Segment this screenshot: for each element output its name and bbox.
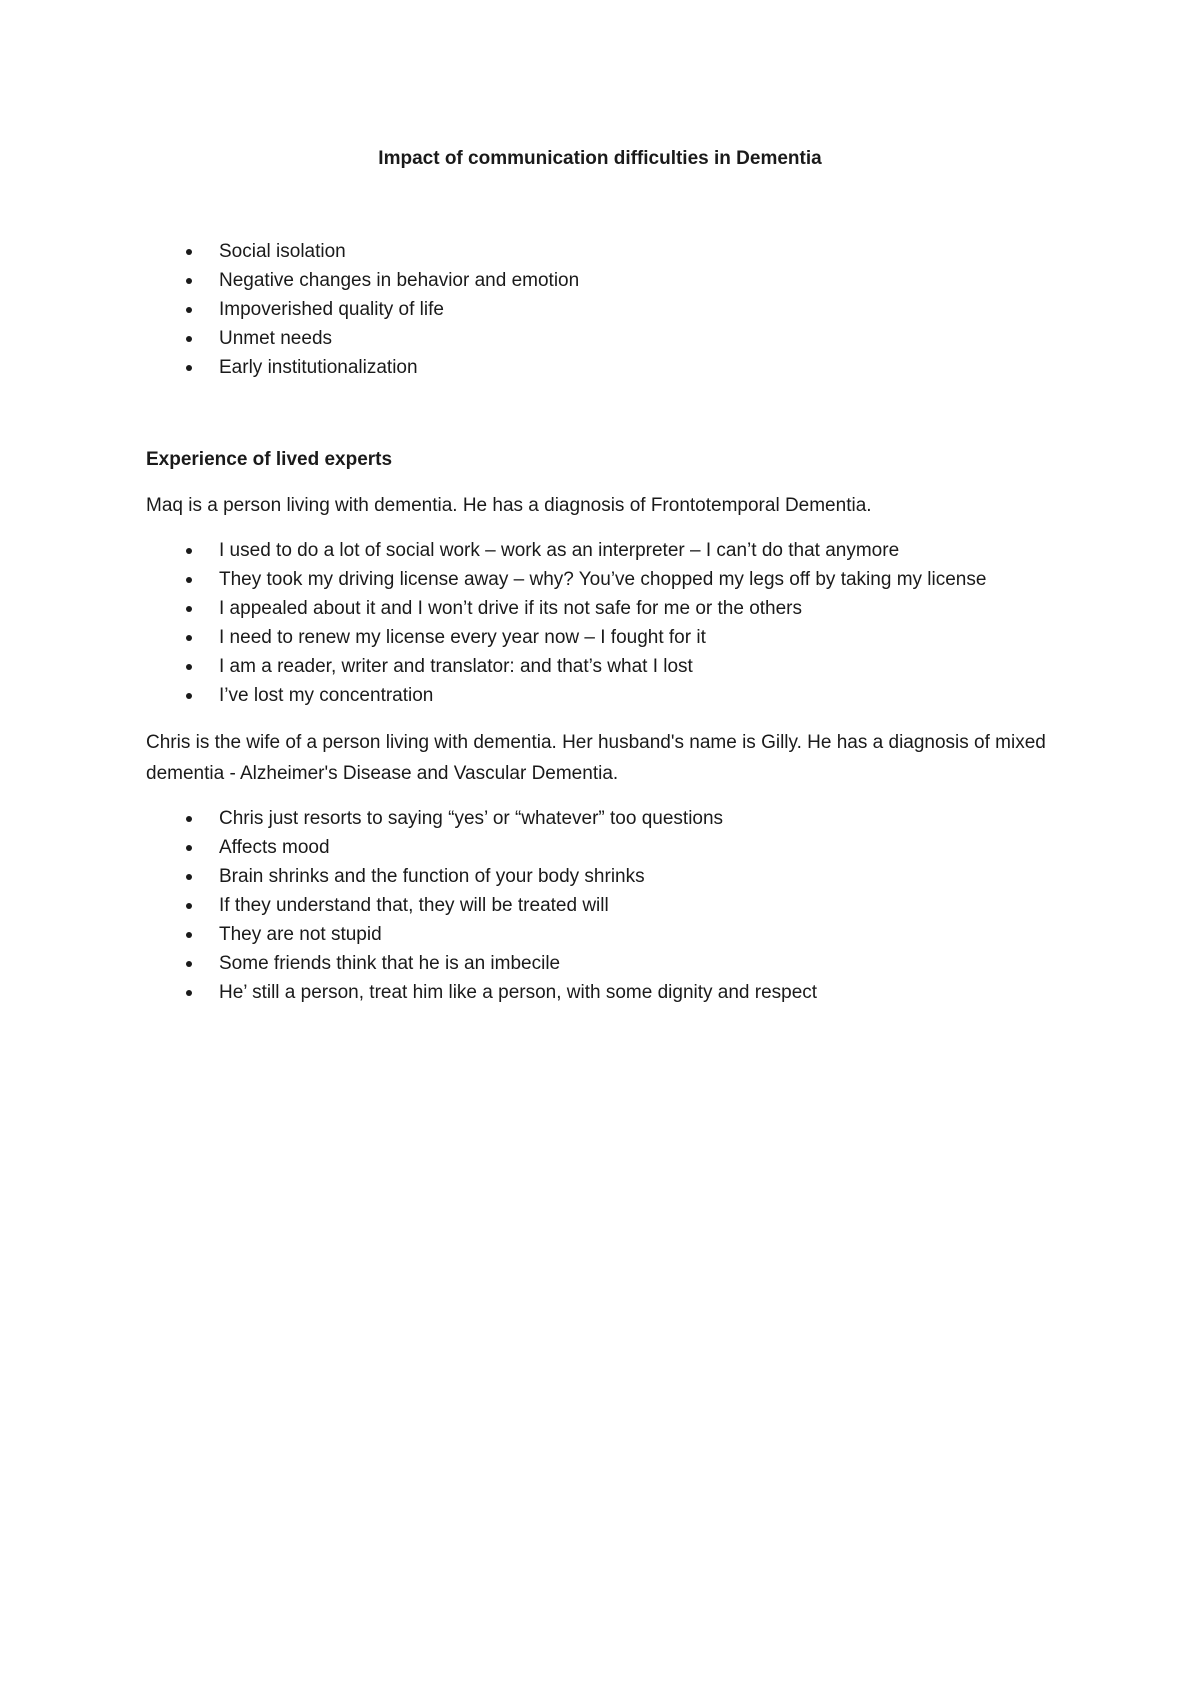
list-item-text: Unmet needs <box>219 328 333 349</box>
list-item-text: They took my driving license away – why? You’ve chopped my legs off by taking my license <box>219 569 987 590</box>
list-item <box>186 681 986 710</box>
list-item-text: Impoverished quality of life <box>219 299 444 320</box>
list-item-text: Affects mood <box>219 837 330 858</box>
list-item-text: They are not stupid <box>219 924 382 945</box>
maq-intro-paragraph: Maq is a person living with dementia. He has a diagnosis of Frontotemporal Dementia. <box>146 495 872 516</box>
list-item <box>186 324 579 353</box>
list-item-text: I’ve lost my concentration <box>219 685 434 706</box>
bullet-icon <box>186 932 192 938</box>
chris-quotes-list <box>186 804 817 1007</box>
list-item-text: Brain shrinks and the function of your body shrinks <box>219 866 645 887</box>
bullet-icon <box>186 693 192 699</box>
bullet-icon <box>186 278 192 284</box>
list-item <box>186 949 817 978</box>
list-item <box>186 652 986 681</box>
list-item-text: I used to do a lot of social work – work as an interpreter – I can’t do that anymore <box>219 540 900 561</box>
list-item <box>186 891 817 920</box>
list-item <box>186 804 817 833</box>
list-item <box>186 237 579 266</box>
list-item-text: Chris just resorts to saying “yes’ or “whatever” too questions <box>219 808 724 829</box>
maq-quotes-list <box>186 536 986 710</box>
bullet-icon <box>186 577 192 583</box>
bullet-icon <box>186 307 192 313</box>
bullet-icon <box>186 845 192 851</box>
list-item-text: If they understand that, they will be treated will <box>219 895 609 916</box>
list-item <box>186 565 986 594</box>
list-item-text: I appealed about it and I won’t drive if its not safe for me or the others <box>219 598 802 619</box>
list-item <box>186 862 817 891</box>
bullet-icon <box>186 635 192 641</box>
list-item-text: Early institutionalization <box>219 357 418 378</box>
list-item-text: Social isolation <box>219 241 346 262</box>
list-item <box>186 536 986 565</box>
list-item <box>186 266 579 295</box>
list-item-text: I am a reader, writer and translator: and that’s what I lost <box>219 656 693 677</box>
section-heading: Experience of lived experts <box>146 449 393 470</box>
bullet-icon <box>186 548 192 554</box>
bullet-icon <box>186 606 192 612</box>
bullet-icon <box>186 664 192 670</box>
bullet-icon <box>186 249 192 255</box>
list-item-text: Negative changes in behavior and emotion <box>219 270 580 291</box>
list-item <box>186 295 579 324</box>
list-item-text: I need to renew my license every year now – I fought for it <box>219 627 706 648</box>
list-item <box>186 353 579 382</box>
list-item-text: Some friends think that he is an imbecile <box>219 953 561 974</box>
bullet-icon <box>186 874 192 880</box>
chris-intro-paragraph: Chris is the wife of a person living with dementia. Her husband's name is Gilly. He has a diagnosis of mixed dementia - Alzheimer's Disease and Vascular Dementia. <box>146 732 1046 784</box>
list-item <box>186 623 986 652</box>
list-item <box>186 978 817 1007</box>
bullet-icon <box>186 903 192 909</box>
impacts-list <box>186 237 579 382</box>
bullet-icon <box>186 365 192 371</box>
list-item <box>186 920 817 949</box>
document-title: Impact of communication difficulties in Dementia <box>378 148 822 169</box>
bullet-icon <box>186 816 192 822</box>
list-item-text: He’ still a person, treat him like a person, with some dignity and respect <box>219 982 818 1003</box>
list-item <box>186 833 817 862</box>
bullet-icon <box>186 336 192 342</box>
bullet-icon <box>186 961 192 967</box>
list-item <box>186 594 986 623</box>
bullet-icon <box>186 990 192 996</box>
